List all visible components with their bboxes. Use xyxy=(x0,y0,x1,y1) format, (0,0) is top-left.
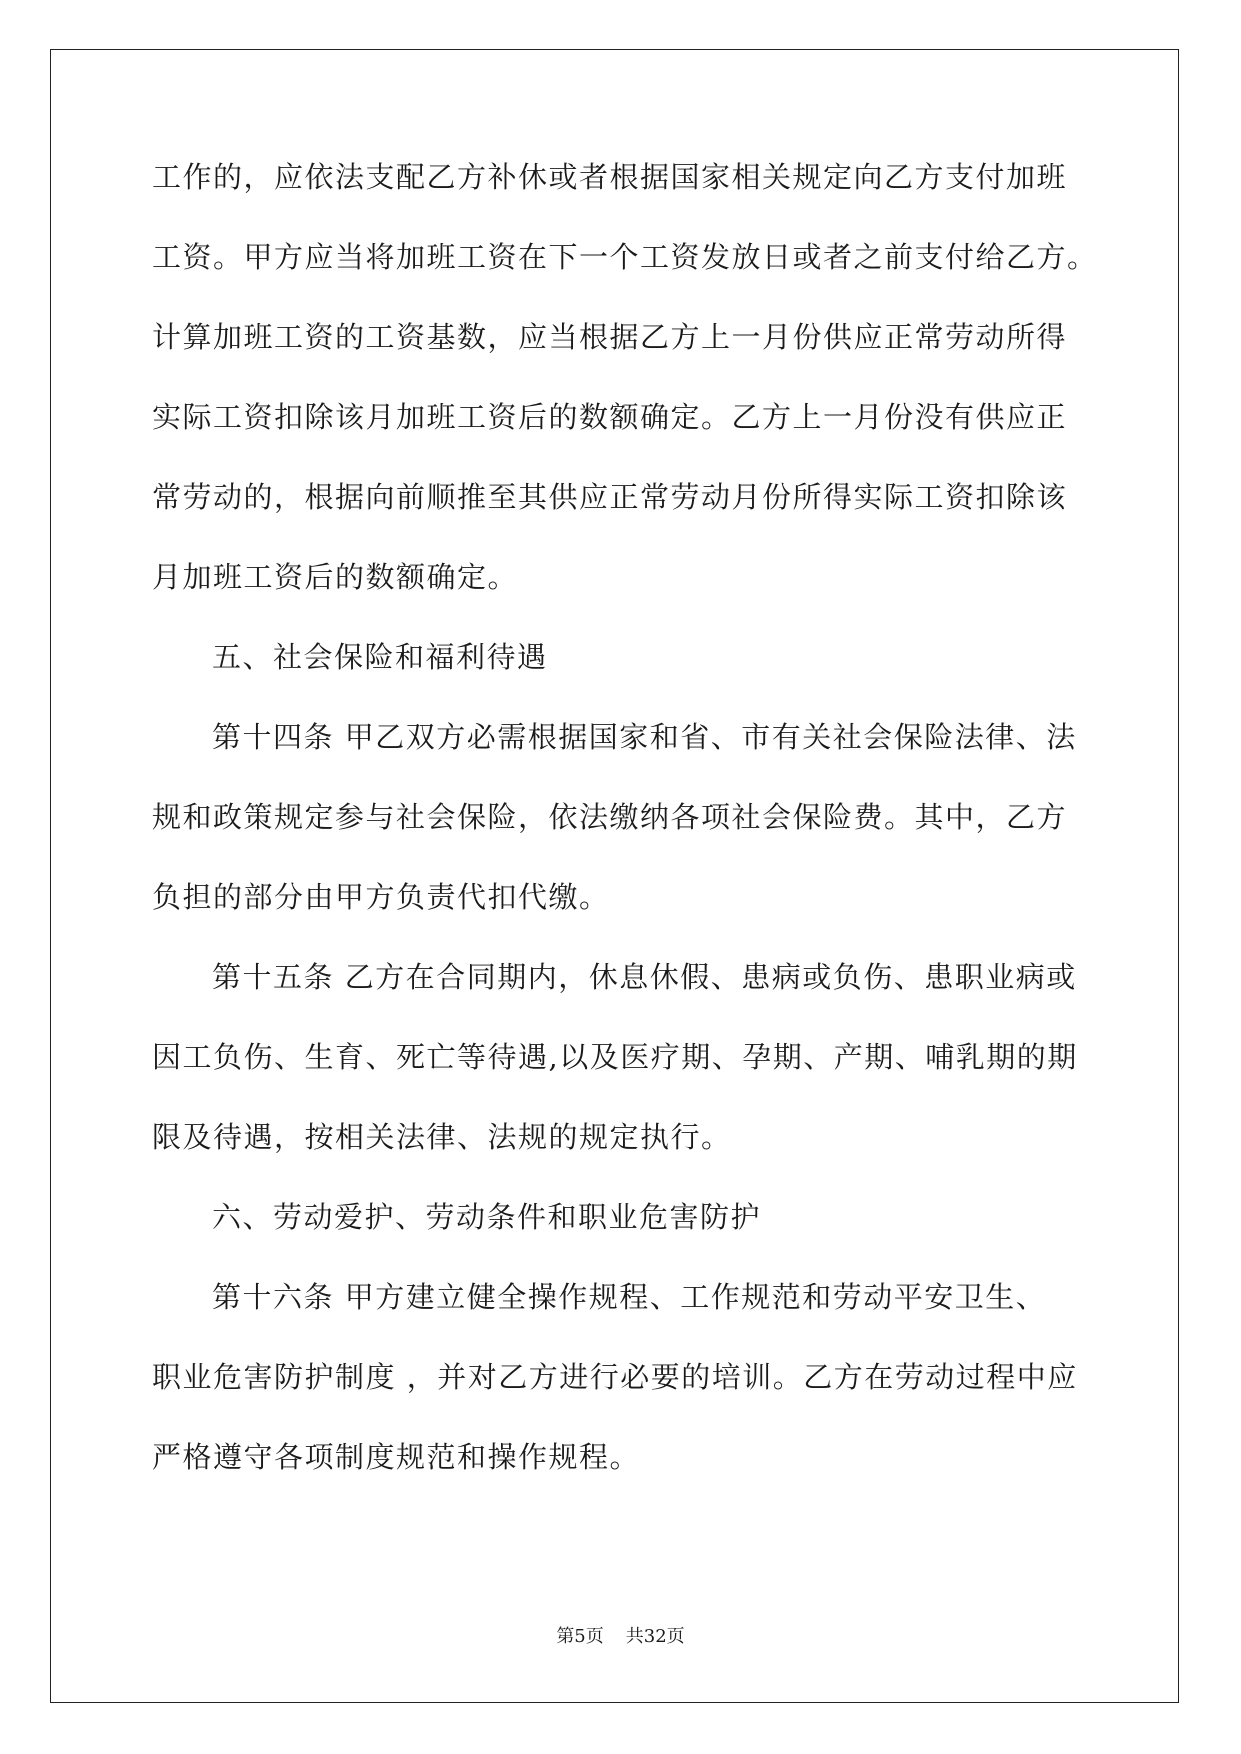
page-number: 第5页 xyxy=(556,1626,604,1647)
document-body xyxy=(152,160,1098,1523)
text-line: 第十四条 甲乙双方必需根据国家和省、市有关社会保险法律、法 xyxy=(212,720,1077,754)
text-line: 计算加班工资的工资基数，应当根据乙方上一月份供应正常劳动所得 xyxy=(152,320,1068,354)
text-line: 常劳动的，根据向前顺推至其供应正常劳动月份所得实际工资扣除该 xyxy=(152,480,1068,514)
text-line: 规和政策规定参与社会保险，依法缴纳各项社会保险费。其中，乙方 xyxy=(152,800,1068,834)
text-line: 工资。甲方应当将加班工资在下一个工资发放日或者之前支付给乙方。 xyxy=(152,240,1098,274)
text-line: 实际工资扣除该月加班工资后的数额确定。乙方上一月份没有供应正 xyxy=(152,400,1068,434)
text-line: 第十五条 乙方在合同期内，休息休假、患病或负伤、患职业病或 xyxy=(212,960,1077,994)
text-line: 负担的部分由甲方负责代扣代缴。 xyxy=(152,880,610,914)
text-line: 限及待遇，按相关法律、法规的规定执行。 xyxy=(152,1120,732,1154)
text-line: 月加班工资后的数额确定。 xyxy=(152,560,519,594)
text-line: 严格遵守各项制度规范和操作规程。 xyxy=(152,1440,641,1474)
section-heading: 五、社会保险和福利待遇 xyxy=(212,640,548,674)
page-footer xyxy=(0,1627,1241,1647)
page-total: 共32页 xyxy=(625,1626,685,1647)
text-line: 工作的，应依法支配乙方补休或者根据国家相关规定向乙方支付加班 xyxy=(152,160,1068,194)
text-line: 因工负伤、生育、死亡等待遇,以及医疗期、孕期、产期、哺乳期的期 xyxy=(152,1040,1078,1074)
text-line: 职业危害防护制度 ，并对乙方进行必要的培训。乙方在劳动过程中应 xyxy=(152,1360,1078,1394)
section-heading: 六、劳动爱护、劳动条件和职业危害防护 xyxy=(212,1200,762,1234)
text-line: 第十六条 甲方建立健全操作规程、工作规范和劳动平安卫生、 xyxy=(212,1280,1047,1314)
